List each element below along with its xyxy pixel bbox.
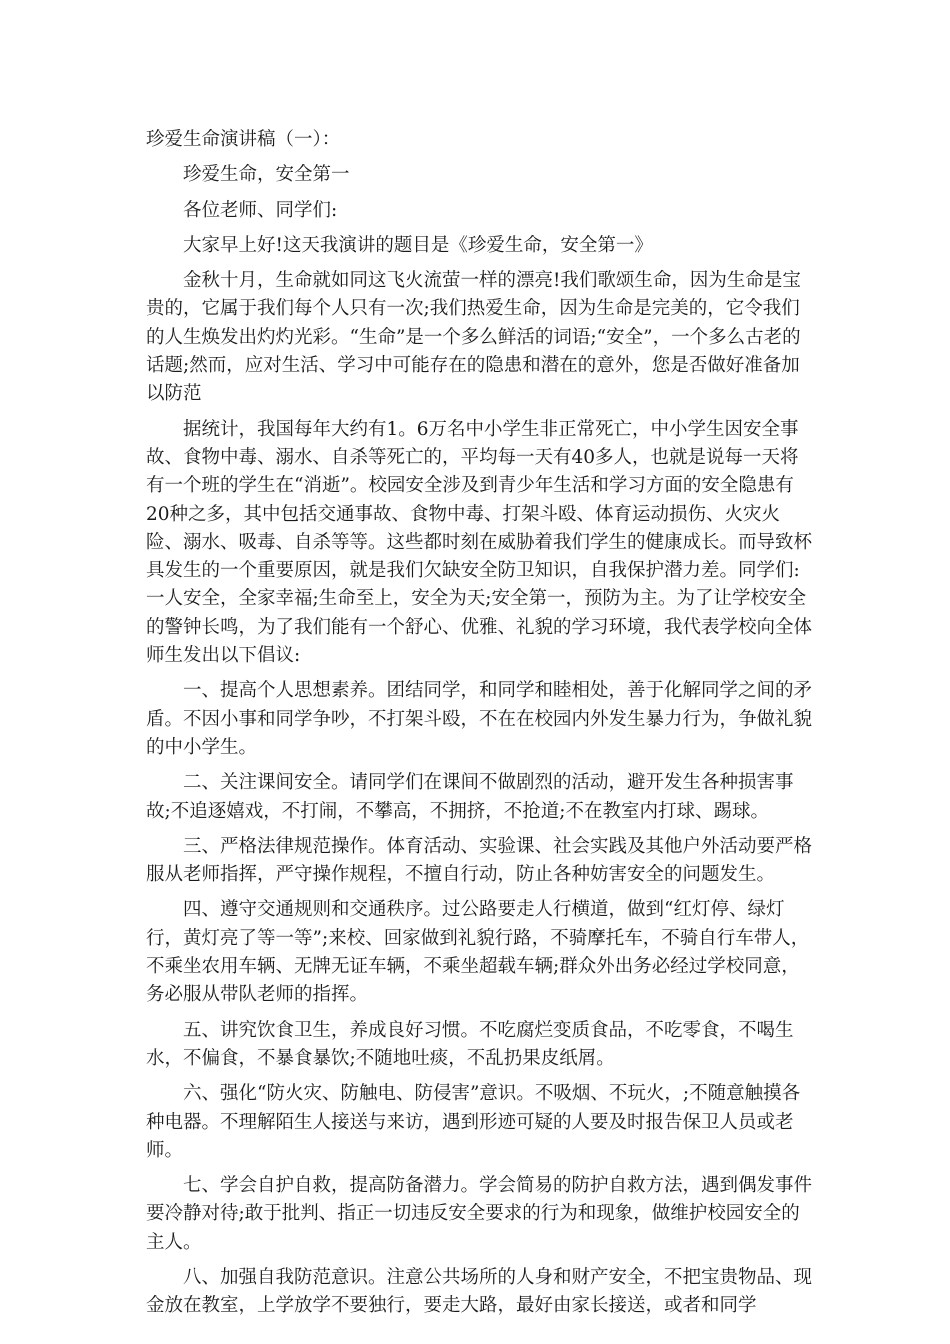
speech-title: 珍爱生命，安全第一 [183, 164, 350, 186]
document-body [146, 126, 814, 1328]
proposal-item-5: 五、讲究饮食卫生，养成良好习惯。不吃腐烂变质食品，不吃零食，不喝生水，不偏食，不暴食暴饮;不随地吐痰，不乱扔果皮纸屑。 [146, 1019, 794, 1069]
paragraph-statistics: 据统计，我国每年大约有1。6万名中小学生非正常死亡，中小学生因安全事故、食物中毒、溺水、自杀等死亡的，平均每一天有40多人，也就是说每一天将有一个班的学生在“消逝”。校园安全涉及到青少年生活和学习方面的安全隐患有20种之多，其中包括交通事故、食物中毒、打架斗殴、体育运动损伤、火灾火险、溺水、吸毒、自杀等等。这些都时刻在威胁着我们学生的健康成长。而导致杯具发生的一个重要原因，就是我们欠缺安全防卫知识，自我保护潜力差。同学们:一人安全，全家幸福;生命至上，安全为天;安全第一，预防为主。为了让学校安全的警钟长鸣，为了我们能有一个舒心、优雅、礼貌的学习环境，我代表学校向全体师生发出以下倡议: [146, 418, 813, 667]
document-heading: 珍爱生命演讲稿（一）： [146, 129, 341, 150]
paragraph-intro: 金秋十月，生命就如同这飞火流萤一样的漂亮!我们歌颂生命，因为生命是宝贵的，它属于我们每个人只有一次;我们热爱生命，因为生命是完美的，它令我们的人生焕发出灼灼光彩。“生命”是一个多么鲜活的词语;“安全”，一个多么古老的话题;然而，应对生活、学习中可能存在的隐患和潜在的意外，您是否做好准备加以防范 [146, 270, 801, 405]
opening-line: 大家早上好!这天我演讲的题目是《珍爱生命，安全第一》 [183, 234, 653, 256]
proposal-item-2: 二、关注课间安全。请同学们在课间不做剧烈的活动，避开发生各种损害事故;不追逐嬉戏，不打闹，不攀高，不拥挤，不抢道;不在教室内打球、踢球。 [146, 772, 794, 822]
proposal-item-3: 三、严格法律规范操作。体育活动、实验课、社会实践及其他户外活动要严格服从老师指挥，严守操作规程，不擅自行动，防止各种妨害安全的问题发生。 [146, 835, 813, 886]
salutation: 各位老师、同学们: [183, 199, 338, 221]
proposal-item-6: 六、强化“防火灾、防触电、防侵害”意识。不吸烟、不玩火，;不随意触摸各种电器。不理解陌生人接送与来访，遇到形迹可疑的人要及时报告保卫人员或老师。 [146, 1083, 801, 1161]
proposal-item-1: 一、提高个人思想素养。团结同学，和同学和睦相处，善于化解同学之间的矛盾。不因小事和同学争吵，不打架斗殴，不在在校园内外发生暴力行为，争做礼貌的中小学生。 [146, 680, 813, 758]
proposal-item-8: 八、加强自我防范意识。注意公共场所的人身和财产安全，不把宝贵物品、现金放在教室，上学放学不要独行，要走大路，最好由家长接送，或者和同学 [146, 1266, 813, 1317]
proposal-item-7: 七、学会自护自救，提高防备潜力。学会简易的防护自救方法，遇到偶发事件要冷静对待;敢于批判、指正一切违反安全要求的行为和现象，做维护校园安全的主人。 [146, 1175, 813, 1253]
proposal-item-4: 四、遵守交通规则和交通秩序。过公路要走人行横道，做到“红灯停、绿灯行，黄灯亮了等一等”;来校、回家做到礼貌行路，不骑摩托车，不骑自行车带人，不乘坐农用车辆、无牌无证车辆，不乘坐超载车辆;群众外出务必经过学校同意，务必服从带队老师的指挥。 [146, 899, 810, 1006]
